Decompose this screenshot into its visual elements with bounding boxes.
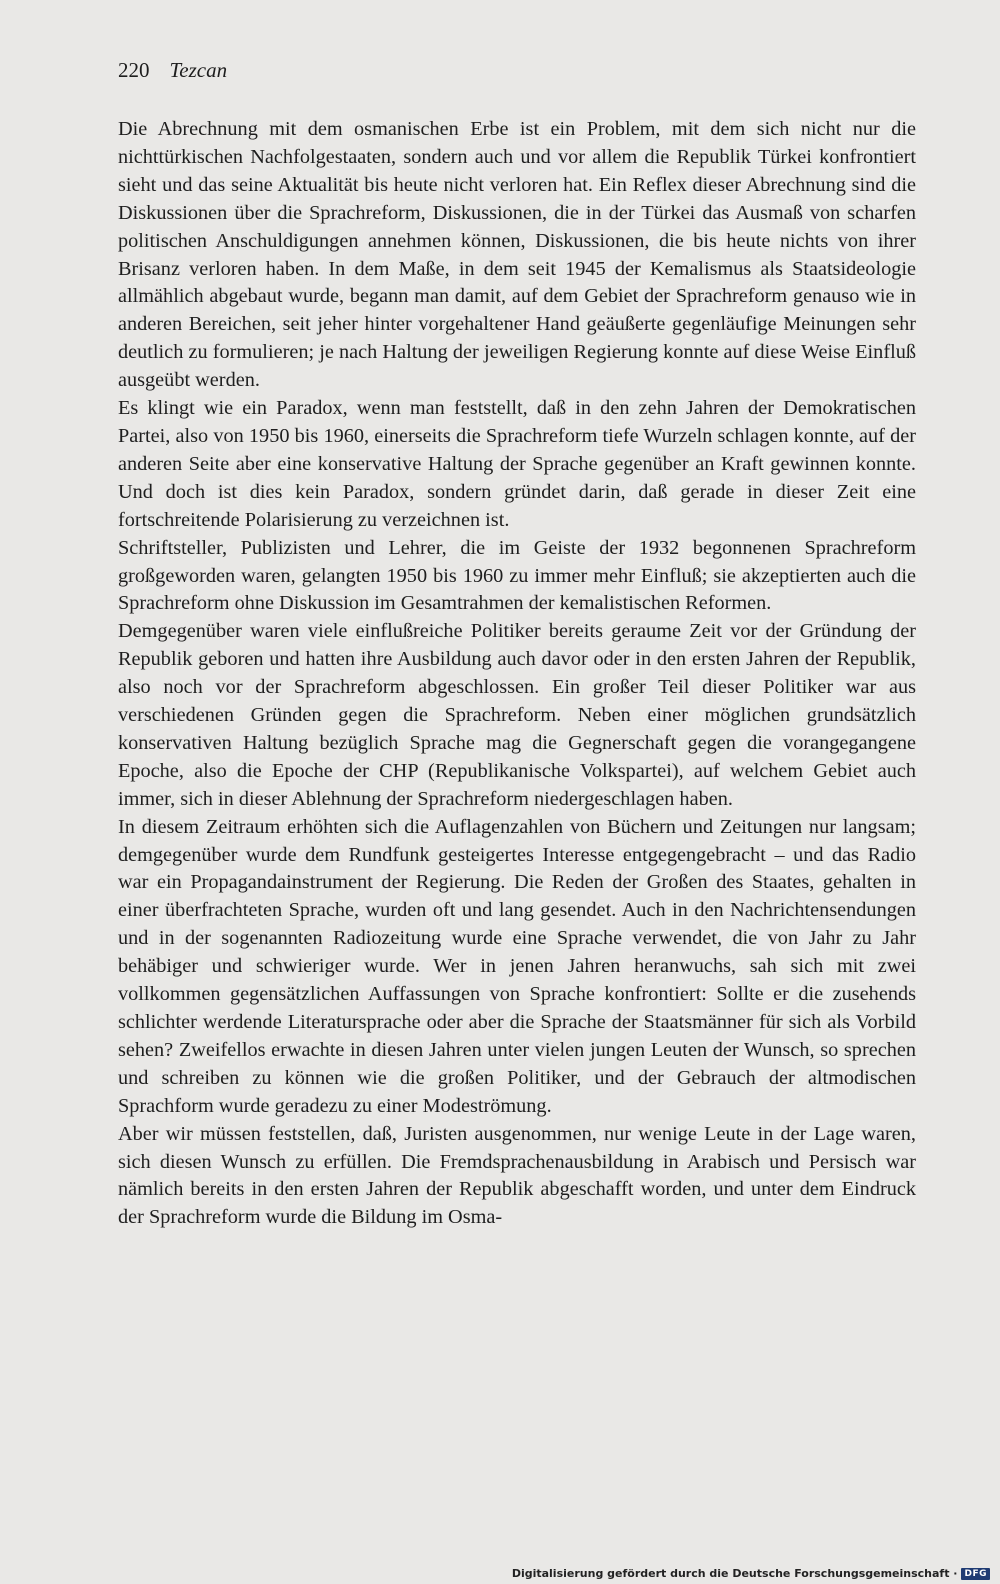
running-head-author: Tezcan bbox=[169, 58, 228, 82]
body-text bbox=[118, 116, 916, 1232]
dfg-logo: DFG bbox=[961, 1568, 990, 1580]
paragraph: Aber wir müssen feststellen, daß, Juristen ausgenommen, nur wenige Leute in der Lage waren, sich diesen Wunsch zu erfüllen. Die Fremdsprachenausbildung in Arabisch und Persisch war nämlich bereits in den ersten Jahren der Republik abgeschafft worden, und unter dem Eindruck der Sprachreform wurde die Bildung im Osma- bbox=[118, 1122, 916, 1229]
paragraph: Schriftsteller, Publizisten und Lehrer, die im Geiste der 1932 begonnenen Sprachreform großgeworden waren, gelangten 1950 bis 1960 zu immer mehr Einfluß; sie akzeptierten auch die Sprachreform ohne Diskussion im Gesamtrahmen der kemalistischen Reformen. bbox=[118, 536, 916, 615]
paragraph: In diesem Zeitraum erhöhten sich die Auflagenzahlen von Büchern und Zeitungen nur langsam; demgegenüber wurde dem Rundfunk gesteigertes Interesse entgegengebracht – und das Radio war ein Propagandainstrument der Regierung. Die Reden der Großen des Staates, gehalten in einer überfrachteten Sprache, wurden oft und lang gesendet. Auch in den Nachrichtensendungen und in der sogenannten Radiozeitung wurde eine Sprache verwendet, die von Jahr zu Jahr behäbiger und schwieriger wurde. Wer in jenen Jahren heranwuchs, sah sich mit zwei vollkommen gegensätzlichen Auffassungen von Sprache konfrontiert: Sollte er die zusehends schlichter werdende Literatursprache oder aber die Sprache der Staatsmänner für sich als Vorbild sehen? Zweifellos erwachte in diesen Jahren unter vielen jungen Leuten der Wunsch, so sprechen und schreiben zu können wie die großen Politiker, und der Gebrauch der altmodischen Sprachform wurde geradezu zu einer Modeströmung. bbox=[118, 815, 916, 1117]
paragraph: Es klingt wie ein Paradox, wenn man feststellt, daß in den zehn Jahren der Demokratischen Partei, also von 1950 bis 1960, einerseits die Sprachreform tiefe Wurzeln schlagen konnte, auf der anderen Seite aber eine konservative Haltung der Sprache gegenüber an Kraft gewinnen konnte. Und doch ist dies kein Paradox, sondern gründet darin, daß gerade in dieser Zeit eine fortschreitende Polarisierung zu verzeichnen ist. bbox=[118, 397, 916, 531]
running-header bbox=[118, 56, 227, 84]
paragraph: Die Abrechnung mit dem osmanischen Erbe ist ein Problem, mit dem sich nicht nur die nichttürkischen Nachfolgestaaten, sondern auch und vor allem die Republik Türkei konfrontiert sieht und das seine Aktualität bis heute nicht verloren hat. Ein Reflex dieser Abrechnung sind die Diskussionen über die Sprachreform, Diskussionen, die in der Türkei das Ausmaß von scharfen politischen Anschuldigungen annehmen können, Diskussionen, die bis heute nichts von ihrer Brisanz verloren haben. In dem Maße, in dem seit 1945 der Kemalismus als Staatsideologie allmählich abgebaut wurde, begann man damit, auf dem Gebiet der Sprachreform genauso wie in anderen Bereichen, seit jeher hinter vorgehaltener Hand geäußerte gegenläufige Meinungen sehr deutlich zu formulieren; je nach Haltung der jeweiligen Regierung konnte auf diese Weise Einfluß ausgeübt werden. bbox=[118, 118, 916, 392]
page-number: 220 bbox=[118, 58, 150, 82]
paragraph: Demgegenüber waren viele einflußreiche Politiker bereits geraume Zeit vor der Gründung der Republik geboren und hatten ihre Ausbildung auch davor oder in den ersten Jahren der Republik, also noch vor der Sprachreform abgeschlossen. Ein großer Teil dieser Politiker war aus verschiedenen Gründen gegen die Sprachreform. Neben einer möglichen grundsätzlich konservativen Haltung bezüglich Sprache mag die Gegnerschaft gegen die vorangegangene Epoche, also die Epoche der CHP (Republikanische Volkspartei), auf welchem Gebiet auch immer, sich in dieser Ablehnung der Sprachreform niedergeschlagen haben. bbox=[118, 620, 916, 810]
digitization-footer bbox=[512, 1567, 990, 1580]
footer-credit: Digitalisierung gefördert durch die Deutsche Forschungsgemeinschaft · bbox=[511, 1567, 958, 1580]
